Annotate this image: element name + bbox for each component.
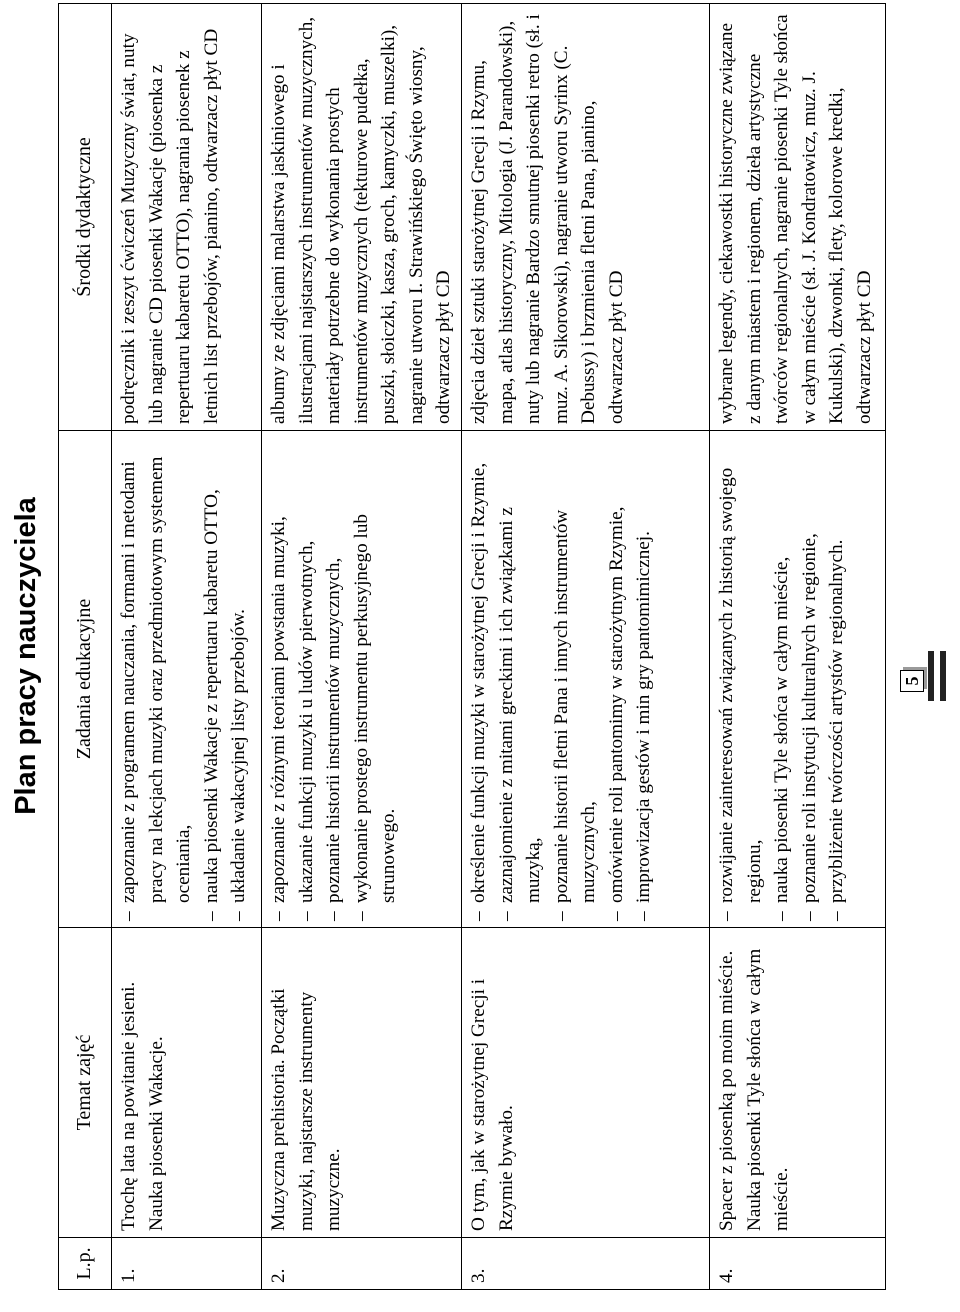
- table-row: [462, 4, 710, 1290]
- header-lp: L.p.: [59, 1238, 112, 1290]
- row-number: 3.: [462, 1238, 710, 1290]
- row-tasks: [462, 431, 710, 928]
- table-row: [262, 4, 462, 1290]
- header-tasks: Zadania edukacyjne: [59, 431, 112, 928]
- row-topic: O tym, jak w starożytnej Grecji i Rzymie bywało.: [462, 928, 710, 1238]
- task-item: – poznanie historii fletni Pana i innych instrumentów muzycznych,: [548, 437, 603, 921]
- header-means: Środki dydaktyczne: [59, 4, 112, 431]
- row-tasks: [710, 431, 886, 928]
- page-title: Plan pracy nauczyciela: [10, 497, 42, 815]
- row-number: 4.: [710, 1238, 886, 1290]
- lesson-plan-table: [58, 3, 886, 1290]
- row-topic: Spacer z piosenką po moim mieście. Nauka piosenki Tyle słońca w całym mieście.: [710, 928, 886, 1238]
- header-row: [59, 4, 112, 1290]
- row-means: zdjęcia dzieł sztuki starożytnej Grecji i Rzymu, mapa, atlas historyczny, Mitologia (J. Parandowski), nuty lub nagranie Bardzo smutnej piosenki retro (sł. i muz. A. Sikorowski), nagranie utworu Syrinx (C. Debussy) i brzmienia fletni Pana, pianino, odtwarzacz płyt CD: [462, 4, 710, 431]
- task-item: – poznanie historii instrumentów muzycznych,: [320, 437, 348, 921]
- row-topic: Trochę lata na powitanie jesieni. Nauka piosenki Wakacje.: [112, 928, 262, 1238]
- task-item: – ukazanie funkcji muzyki u ludów pierwotnych,: [293, 437, 321, 921]
- task-item: – zaznajomienie z mitami greckimi i ich związkami z muzyką,: [493, 437, 548, 921]
- task-item: – nauka piosenki Wakacje z repertuaru kabaretu OTTO,: [198, 437, 226, 921]
- row-means: albumy ze zdjęciami malarstwa jaskiniowego i ilustracjami najstarszych instrumentów muzycznych, materiały potrzebne do wykonania prostych instrumentów muzycznych (tekturowe pudełka, puszki, słoiczki, kasza, groch, kamyczki, muszelki), nagranie utworu I. Strawińskiego Święto wiosny, odtwarzacz płyt CD: [262, 4, 462, 431]
- corner-mark: [940, 651, 946, 701]
- task-item: – przybliżenie twórczości artystów regionalnych.: [823, 437, 851, 921]
- table-row: [710, 4, 886, 1290]
- row-tasks: [262, 431, 462, 928]
- task-item: – nauka piosenki Tyle słońca w całym mieście,: [768, 437, 796, 921]
- row-means: podręcznik i zeszyt ćwiczeń Muzyczny świat, nuty lub nagranie CD piosenki Wakacje (piosenka z repertuaru kabaretu OTTO), nagrania piosenek z letnich list przebojów, pianino, odtwarzacz płyt CD: [112, 4, 262, 431]
- table-row: [112, 4, 262, 1290]
- task-item: – zapoznanie z różnymi teoriami powstania muzyki,: [265, 437, 293, 921]
- task-item: – określenie funkcji muzyki w starożytnej Grecji i Rzymie,: [465, 437, 493, 921]
- row-number: 2.: [262, 1238, 462, 1290]
- row-tasks: [112, 431, 262, 928]
- task-item: – zapoznanie z programem nauczania, formami i metodami pracy na lekcjach muzyki oraz przedmiotowym systemem oceniania,: [115, 437, 198, 921]
- row-means: wybrane legendy, ciekawostki historyczne związane z danym miastem i regionem, dzieła artystyczne twórców regionalnych, nagranie piosenki Tyle słońca w całym mieście (sł. J. Kondratowicz, muz. J. Kukulski), dzwonki, flety, kolorowe kredki, odtwarzacz płyt CD: [710, 4, 886, 431]
- row-topic: Muzyczna prehistoria. Początki muzyki, najstarsze instrumenty muzyczne.: [262, 928, 462, 1238]
- page-number: 5: [900, 670, 924, 692]
- row-number: 1.: [112, 1238, 262, 1290]
- task-item: – układanie wakacyjnej listy przebojów.: [225, 437, 253, 921]
- task-item: – omówienie roli pantomimy w starożytnym Rzymie,: [603, 437, 631, 921]
- page-corner-marks: [928, 651, 958, 701]
- task-item: – poznanie roli instytucji kulturalnych w regionie,: [796, 437, 824, 921]
- corner-mark: [928, 651, 934, 701]
- task-item: – wykonanie prostego instrumentu perkusyjnego lub strunowego.: [348, 437, 403, 921]
- task-item: – improwizacja gestów i min gry pantomimicznej.: [630, 437, 658, 921]
- header-topic: Temat zajęć: [59, 928, 112, 1238]
- task-item: – rozwijanie zainteresowań związanych z historią swojego regionu,: [713, 437, 768, 921]
